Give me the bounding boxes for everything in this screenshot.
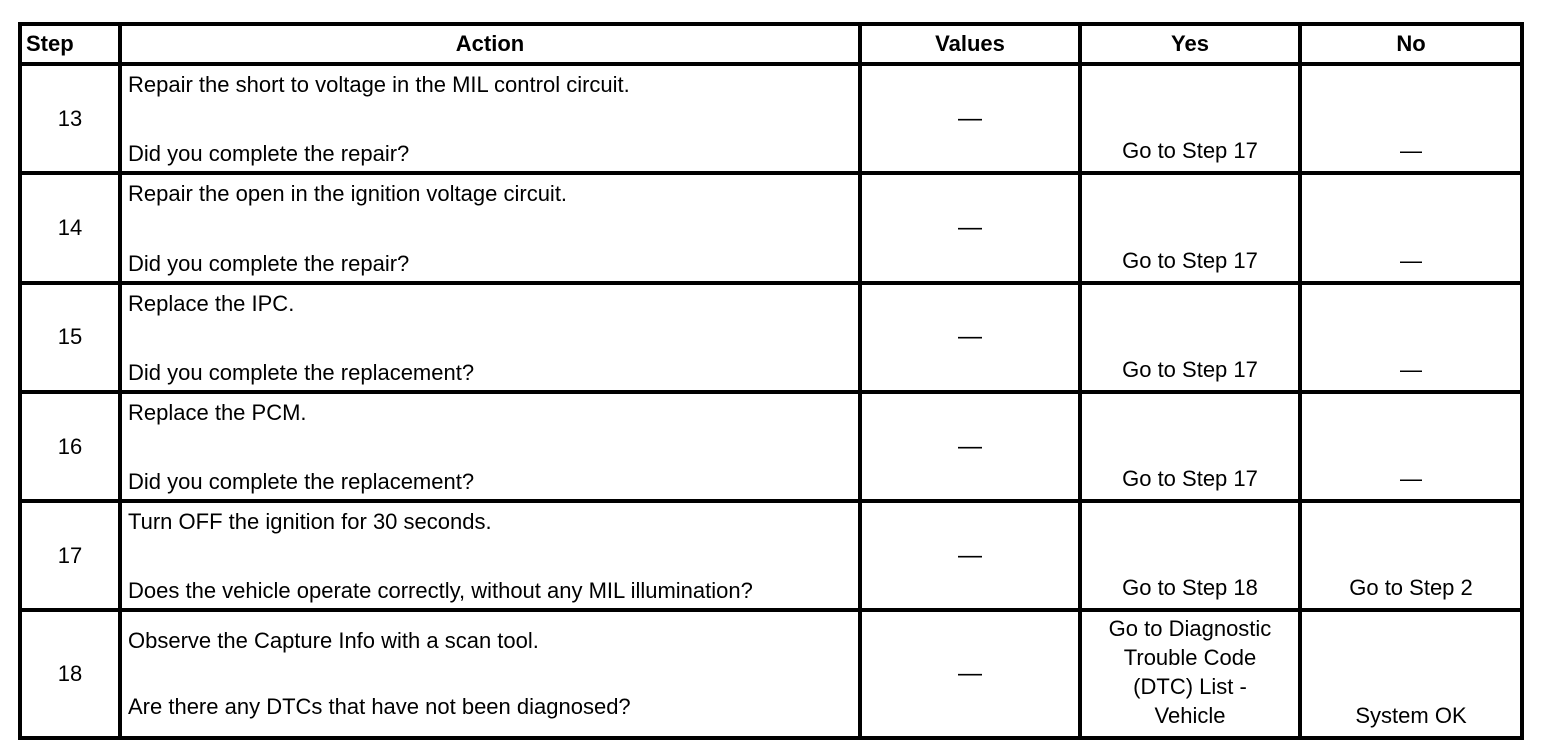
action-cell: [120, 610, 860, 738]
step-number: 15: [20, 283, 120, 392]
no-cell: Go to Step 2: [1300, 501, 1522, 610]
values-cell: —: [860, 392, 1080, 501]
yes-cell: [1080, 610, 1300, 738]
yes-cell: Go to Step 17: [1080, 64, 1300, 173]
yes-cell: Go to Step 18: [1080, 501, 1300, 610]
step-number: 13: [20, 64, 120, 173]
action-question: Does the vehicle operate correctly, without any MIL illumination?: [128, 578, 753, 604]
header-values: Values: [860, 24, 1080, 64]
yes-cell: Go to Step 17: [1080, 283, 1300, 392]
values-cell: —: [860, 173, 1080, 282]
action-instruction: Turn OFF the ignition for 30 seconds.: [128, 509, 492, 535]
action-instruction: Replace the IPC.: [128, 290, 295, 316]
diagnostic-step-table: [18, 22, 1524, 740]
action-instruction: Repair the open in the ignition voltage circuit.: [128, 181, 568, 207]
action-cell: [120, 64, 860, 173]
action-instruction: Repair the short to voltage in the MIL control circuit.: [128, 72, 630, 97]
no-cell: —: [1300, 392, 1522, 501]
values-cell: —: [860, 501, 1080, 610]
step-number: 14: [20, 173, 120, 282]
header-no: No: [1300, 24, 1522, 64]
action-cell: [120, 173, 860, 282]
table-row: [20, 392, 1522, 501]
values-cell: —: [860, 610, 1080, 738]
table-row: [20, 283, 1522, 392]
step-number: 16: [20, 392, 120, 501]
yes-line: Vehicle: [1154, 703, 1226, 728]
yes-cell: Go to Step 17: [1080, 392, 1300, 501]
table-row: [20, 501, 1522, 610]
no-cell: —: [1300, 64, 1522, 173]
action-instruction: Replace the PCM.: [128, 399, 307, 425]
header-action: Action: [120, 24, 860, 64]
step-number: 18: [20, 610, 120, 738]
action-question: Did you complete the replacement?: [128, 469, 475, 495]
yes-line: (DTC) List -: [1133, 674, 1247, 699]
no-cell: —: [1300, 173, 1522, 282]
values-cell: —: [860, 64, 1080, 173]
action-question: Are there any DTCs that have not been diagnosed?: [128, 694, 631, 719]
action-cell: [120, 283, 860, 392]
table-row: [20, 610, 1522, 738]
header-step: Step: [20, 24, 120, 64]
no-cell: —: [1300, 283, 1522, 392]
action-cell: [120, 392, 860, 501]
action-question: Did you complete the repair?: [128, 141, 410, 167]
yes-line: Trouble Code: [1123, 645, 1257, 670]
action-question: Did you complete the repair?: [128, 250, 410, 276]
action-question: Did you complete the replacement?: [128, 359, 475, 385]
yes-line: Go to Diagnostic: [1108, 616, 1272, 641]
values-cell: —: [860, 283, 1080, 392]
no-cell: System OK: [1300, 610, 1522, 738]
table-row: [20, 173, 1522, 282]
yes-cell: Go to Step 17: [1080, 173, 1300, 282]
table-row: [20, 64, 1522, 173]
header-yes: Yes: [1080, 24, 1300, 64]
action-instruction: Observe the Capture Info with a scan tool.: [128, 628, 539, 654]
action-cell: [120, 501, 860, 610]
step-number: 17: [20, 501, 120, 610]
table-header-row: [20, 24, 1522, 64]
